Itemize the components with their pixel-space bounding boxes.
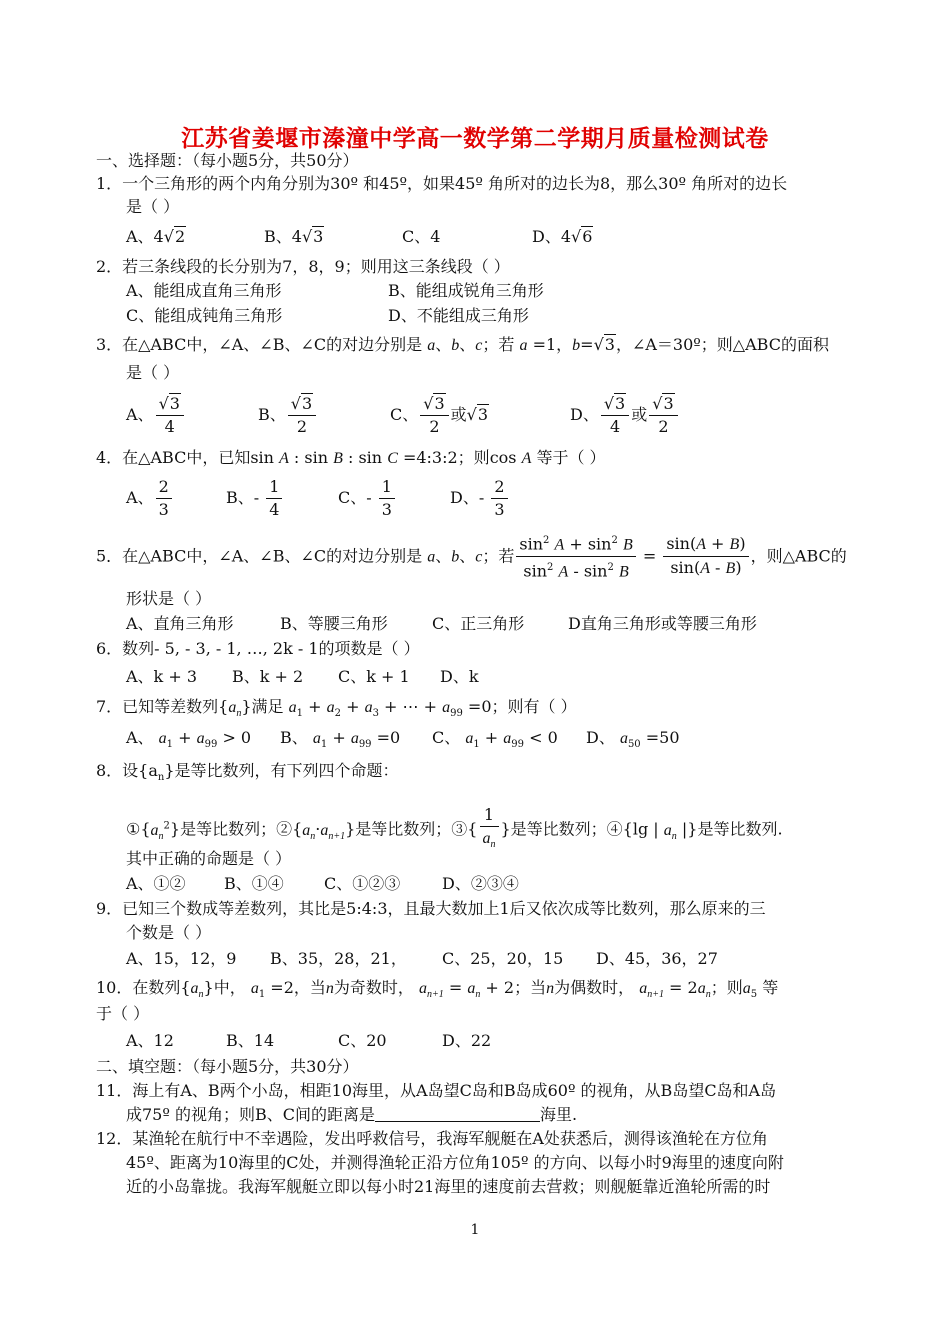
q5-stem-line1: 5．在△ABC中，∠A、∠B、∠C的对边分别是 a、b、c；若 $\frac{\sin^2 A + \sin^2 B}{\sin^2 A - \sin^2 B}$ = $\frac{\sin(A + B)}{\sin(A - B)}$ ，则△ABC的: [96, 530, 847, 584]
q4-stem: 4．在△ABC中，已知sin A : sin B : sin C =4:3:2；则cos A 等于（ ）: [96, 448, 606, 467]
q1-option-c: C、4: [402, 227, 441, 246]
q11-stem-line2: 成75º 的视角；则B、C间的距离是 海里.: [126, 1105, 578, 1124]
q6-option-a: A、k + 3: [126, 667, 198, 686]
q7-option-b: B、 $a_1 + a_{99} =0$: [280, 728, 401, 751]
q6-option-b: B、k + 2: [232, 667, 304, 686]
q10-stem-line2: 于（ ）: [96, 1004, 150, 1023]
q12-line1: 12．某渔轮在航行中不幸遇险，发出呼救信号，我海军舰艇在A处获悉后，测得该渔轮在方位角: [96, 1129, 768, 1148]
q7-option-c: C、 $a_1 + a_{99} < 0$: [432, 728, 558, 751]
q7-option-a: A、 $a_1 + a_{99} > 0$: [126, 728, 252, 751]
q9-stem-line2: 个数是（ ）: [126, 923, 212, 942]
q2-option-d: D、不能组成三角形: [388, 306, 529, 325]
q2-option-c: C、能组成钝角三角形: [126, 306, 283, 325]
section-choice-heading: 一、选择题：（每小题5分，共50分）: [96, 151, 359, 170]
q8-stem-line2: 其中正确的命题是（ ）: [126, 849, 292, 868]
q6-option-c: C、k + 1: [338, 667, 410, 686]
q5-stem-line2: 形状是（ ）: [126, 589, 212, 608]
q11-answer-blank[interactable]: [375, 1105, 540, 1122]
q8-propositions: $①\{a_n^2\}$是等比数列；$②\{a_n\cdot a_{n+1}\}$是等比数列；③{ $\frac{1}{a_n}$ }是等比数列；④{lg | $a_n$ |}是等比数列.: [126, 805, 783, 851]
q12-line2: 45º、距离为10海里的C处，并测得渔轮正沿方位角105º 的方向、以每小时9海里的速度向附: [126, 1153, 784, 1172]
q1-option-d: D、4√6: [532, 227, 593, 246]
q4-option-c: C、- $\frac{1}{3}$: [338, 476, 397, 521]
q7-stem: 7．已知等差数列$\{a_n\}$满足 $a_1 + a_2 + a_3$ + ⋯ + $a_{99} =0$；则有（ ）: [96, 697, 577, 720]
q10-stem-line1: 10．在数列$\{a_n\}$中， $a_1 =2$，当n为奇数时， $a_{n+1} = a_n + 2$；当n为偶数时， $a_{n+1} = 2a_n$；则$a_5$ 等: [96, 978, 779, 1001]
q1-option-b: B、4√3: [264, 227, 324, 246]
q3-stem-line1: 3．在△ABC中，∠A、∠B、∠C的对边分别是 a、b、c；若 a =1，b=√3，∠A＝30º；则△ABC的面积: [96, 335, 829, 354]
q9-option-b: B、35，28，21，: [270, 949, 407, 968]
q5-option-d: D直角三角形或等腰三角形: [568, 614, 757, 633]
q1-option-a: A、4√2: [126, 227, 186, 246]
q3-option-d: D、 $\frac{√3}{4}$ 或 $\frac{√3}{2}$: [570, 393, 680, 438]
q6-option-d: D、k: [440, 667, 479, 686]
q3-option-a: A、 $\frac{√3}{4}$: [126, 393, 186, 438]
q4-option-a: A、 $\frac{2}{3}$: [126, 476, 174, 521]
q3-option-c: C、 $\frac{√3}{2}$ 或√3: [390, 394, 489, 436]
q2-stem: 2．若三条线段的长分别为7，8，9；则用这三条线段（ ）: [96, 257, 510, 276]
q5-option-a: A、直角三角形: [126, 614, 234, 633]
q5-option-c: C、正三角形: [432, 614, 525, 633]
q9-stem-line1: 9．已知三个数成等差数列，其比是5:4:3，且最大数加上1后又依次成等比数列，那么原来的三: [96, 899, 766, 918]
q8-stem: 8．设$\{a_n\}$是等比数列，有下列四个命题：: [96, 761, 399, 784]
q8-option-c: C、①②③: [324, 874, 401, 893]
q10-option-c: C、20: [338, 1031, 387, 1050]
q1-stem-line2: 是（ ）: [126, 197, 180, 216]
q7-option-d: D、 $a_{50} =50$: [586, 728, 680, 751]
q4-option-d: D、- $\frac{2}{3}$: [450, 476, 510, 521]
q2-option-a: A、能组成直角三角形: [126, 281, 282, 300]
page-number: 1: [470, 1222, 480, 1238]
q8-option-b: B、①④: [224, 874, 284, 893]
q3-stem-line2: 是（ ）: [126, 363, 180, 382]
q8-option-a: A、①②: [126, 874, 186, 893]
q10-option-d: D、22: [442, 1031, 492, 1050]
q2-option-b: B、能组成锐角三角形: [388, 281, 544, 300]
q4-option-b: B、- $\frac{1}{4}$: [226, 476, 284, 521]
q8-option-d: D、②③④: [442, 874, 519, 893]
q3-option-b: B、 $\frac{√3}{2}$: [258, 393, 318, 438]
q10-option-a: A、12: [126, 1031, 174, 1050]
section-fill-heading: 二、填空题：（每小题5分，共30分）: [96, 1057, 359, 1076]
q11-stem-line1: 11．海上有A、B两个小岛，相距10海里，从A岛望C岛和B岛成60º 的视角，从B岛望C岛和A岛: [96, 1081, 777, 1100]
q12-line3: 近的小岛靠拢。我海军舰艇立即以每小时21海里的速度前去营救；则舰艇靠近渔轮所需的时: [126, 1177, 771, 1196]
q9-option-a: A、15，12，9: [126, 949, 237, 968]
q9-option-c: C、25，20，15: [442, 949, 564, 968]
q1-stem-line1: 1．一个三角形的两个内角分别为30º 和45º，如果45º 角所对的边长为8，那么30º 角所对的边长: [96, 174, 788, 193]
q6-stem: 6．数列- 5, - 3, - 1, …, 2k - 1的项数是（ ）: [96, 639, 420, 658]
q9-option-d: D、45，36，27: [596, 949, 718, 968]
q10-option-b: B、14: [226, 1031, 275, 1050]
exam-title: 江苏省姜堰市溱潼中学高一数学第二学期月质量检测试卷: [181, 125, 769, 152]
q5-option-b: B、等腰三角形: [280, 614, 388, 633]
